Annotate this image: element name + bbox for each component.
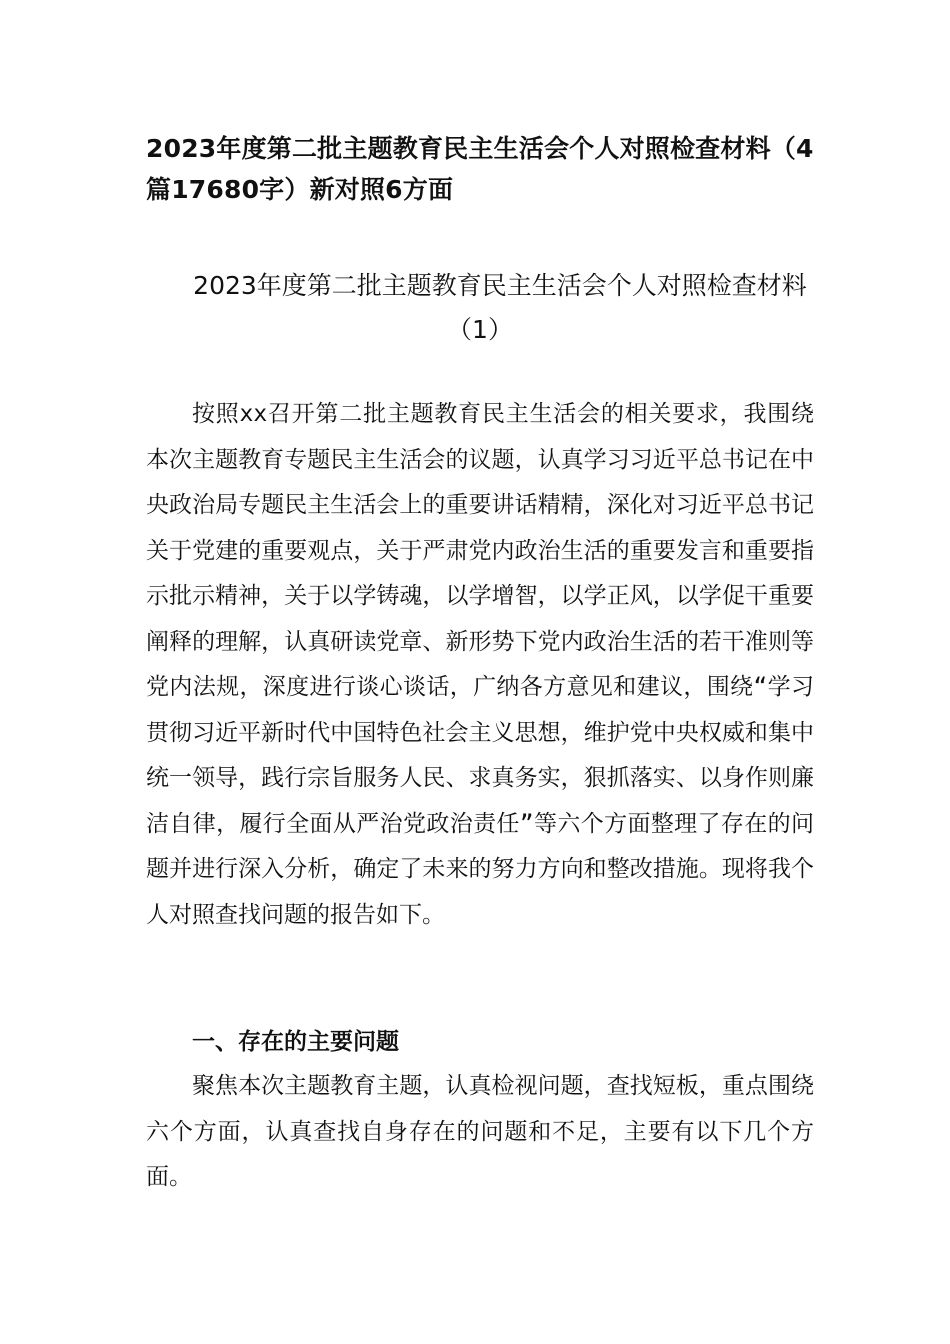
problems-paragraph: 聚焦本次主题教育主题，认真检视问题，查找短板，重点围绕六个方面，认真查找自身存在的问题和不足，主要有以下几个方面。 — [146, 1073, 814, 1190]
heading-main-problems: 一、存在的主要问题 — [192, 1029, 399, 1055]
section-title: 2023年度第二批主题教育民主生活会个人对照检查材料（1） — [193, 271, 807, 344]
intro-paragraph: 按照xx召开第二批主题教育民主生活会的相关要求，我围绕本次主题教育专题民主生活会的议题，认真学习习近平总书记在中央政治局专题民主生活会上的重要讲话精精，深化对习近平总书记关于党建的重要观点，关于严肃党内政治生活的重要发言和重要指示批示精神，关于以学铸魂，以学增智，以学正风，以学促干重要阐释的理解，认真研读党章、新形势下党内政治生活的若干准则等党内法规，深度进行谈心谈话，广纳各方意见和建议，围绕“学习贯彻习近平新时代中国特色社会主义思想，维护党中央权威和集中统一领导，践行宗旨服务人民、求真务实，狠抓落实、以身作则廉洁自律，履行全面从严治党政治责任”等六个方面整理了存在的问题并进行深入分析，确定了未来的努力方向和整改措施。现将我个人对照查找问题的报告如下。 — [146, 401, 814, 928]
document-title: 2023年度第二批主题教育民主生活会个人对照检查材料（4篇17680字）新对照6方面 — [146, 134, 814, 204]
